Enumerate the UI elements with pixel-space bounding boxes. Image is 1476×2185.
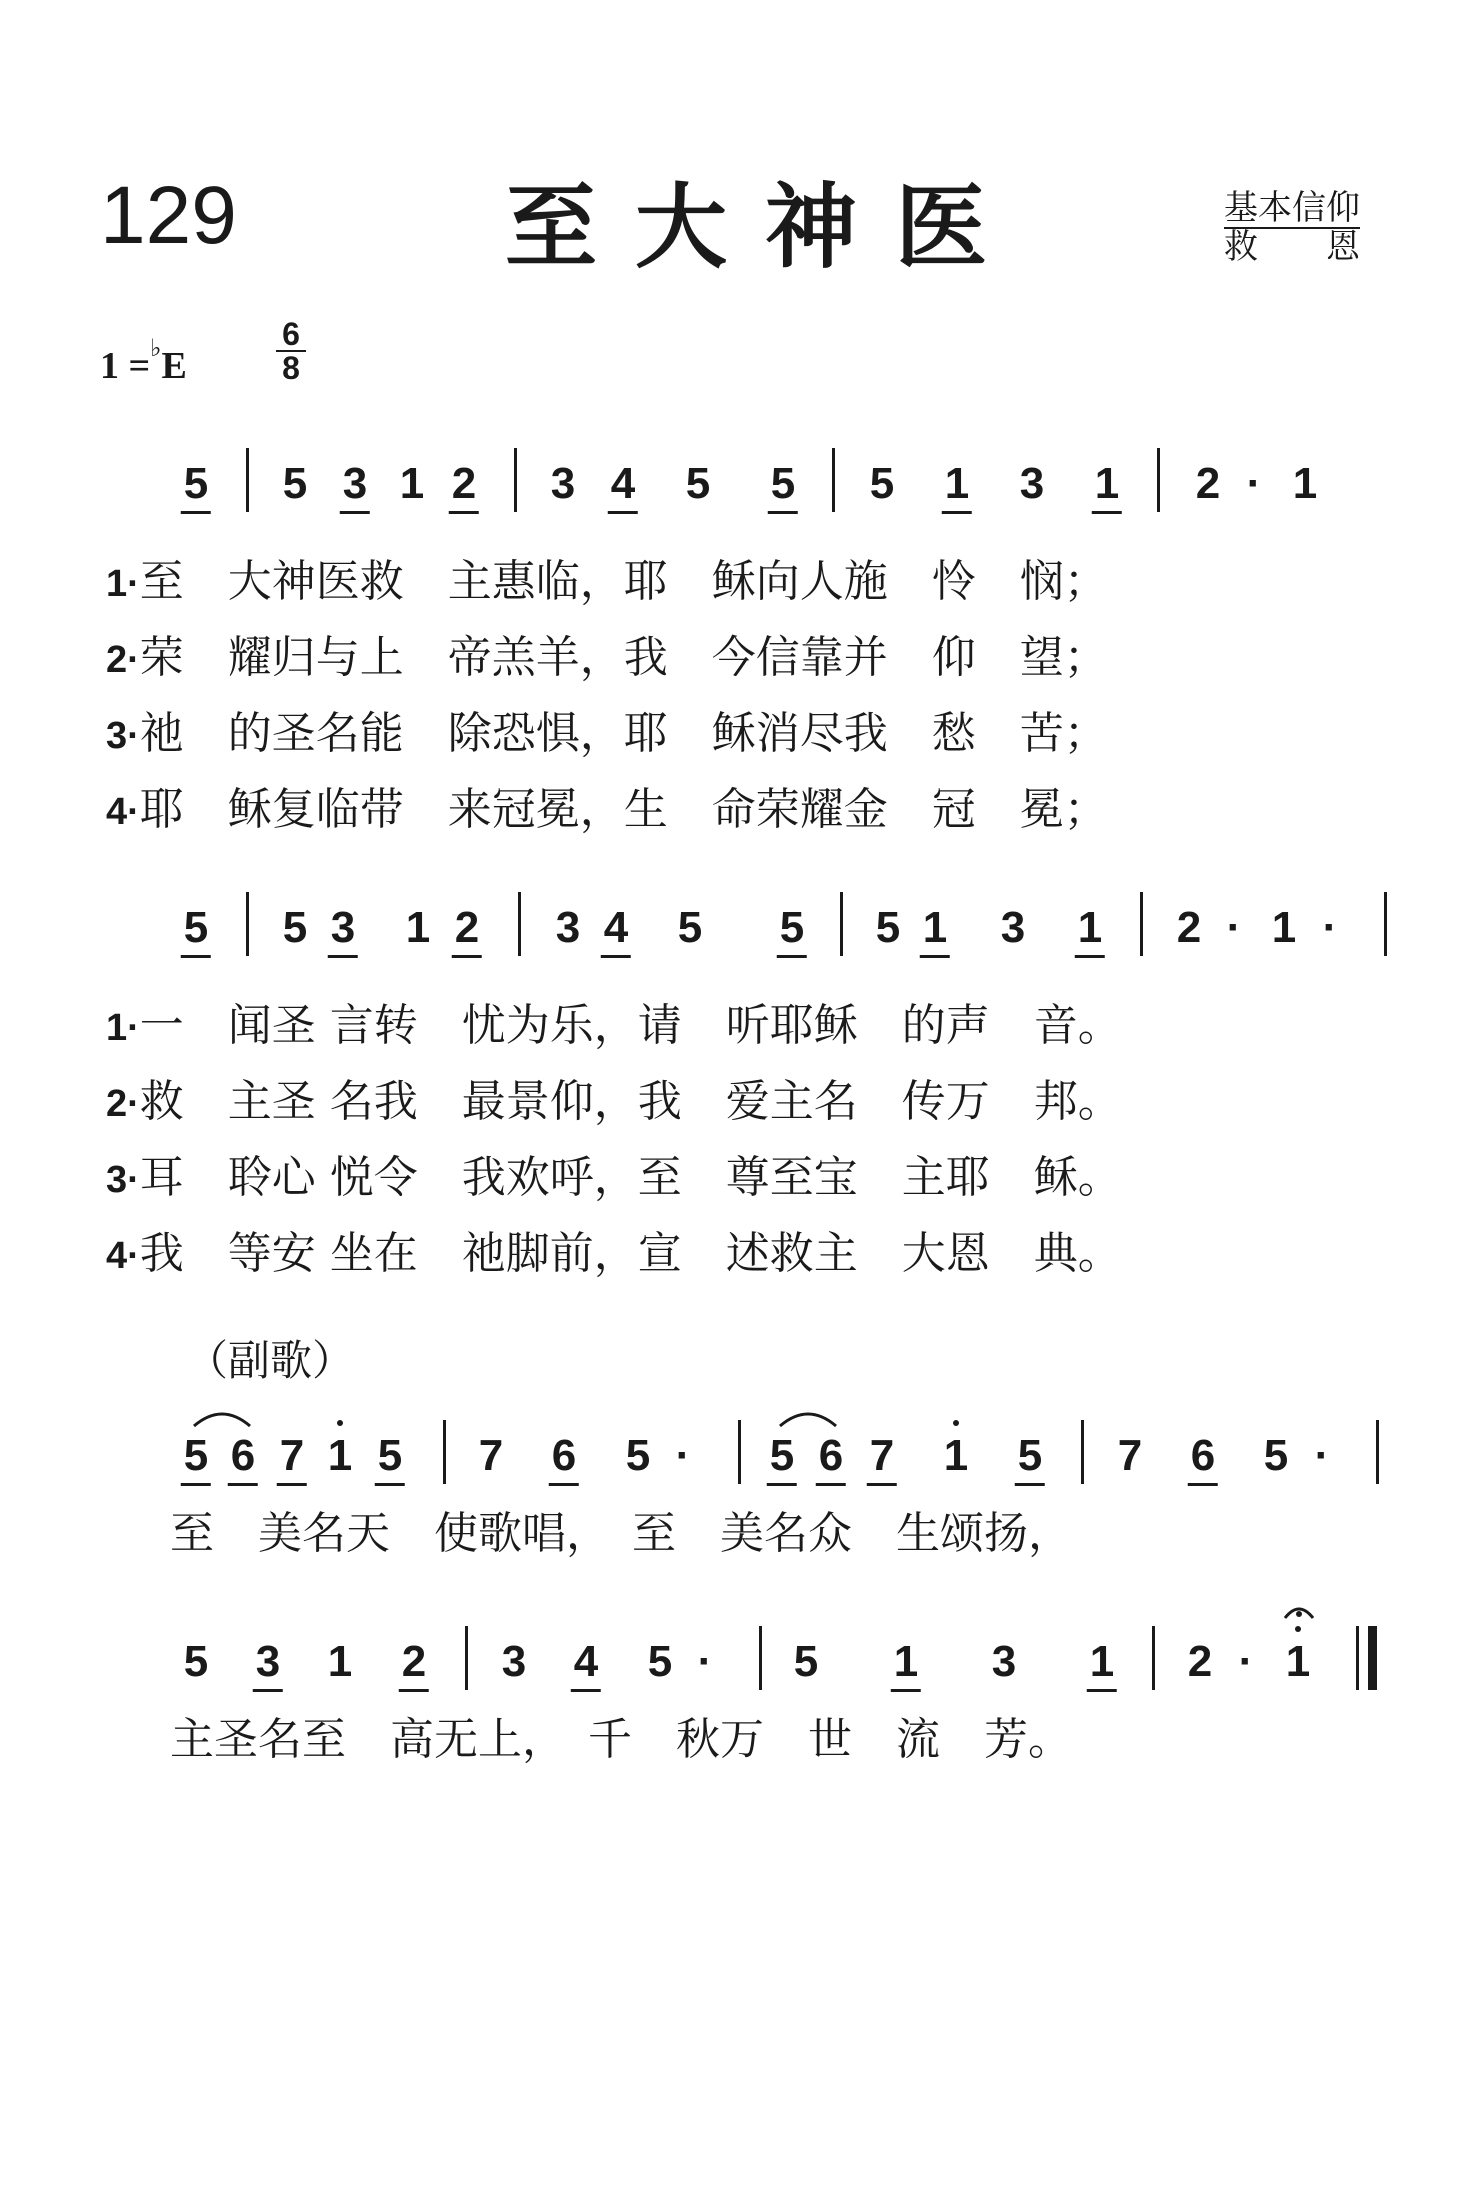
lyrics-line	[106, 632, 1108, 683]
barline	[465, 1626, 468, 1690]
note: 2	[454, 903, 480, 952]
slur-mark	[776, 1406, 840, 1430]
note: 5	[875, 903, 901, 952]
note: 2	[451, 459, 477, 508]
note: 5	[869, 459, 895, 508]
high-octave-dot	[953, 1420, 959, 1426]
barline	[1081, 1420, 1084, 1484]
note: 3	[550, 459, 576, 508]
verse-number: 4·	[106, 791, 140, 833]
dot: ·	[1246, 459, 1262, 508]
note: 3	[991, 1637, 1017, 1686]
note: 5	[282, 459, 308, 508]
note: 5	[1263, 1431, 1289, 1480]
chorus-lyrics-line: 主圣名至 高无上， 千 秋万 世 流 芳。	[170, 1714, 1072, 1765]
verse-number: 3·	[106, 1159, 140, 1201]
lyrics-line	[106, 1000, 1122, 1051]
time-signature-bottom: 8	[282, 350, 300, 386]
barline	[1157, 448, 1160, 512]
lyrics-line	[106, 556, 1108, 607]
note: 4	[573, 1637, 599, 1686]
dot: ·	[1238, 1637, 1254, 1686]
note: 1	[1077, 903, 1103, 952]
note: 4	[603, 903, 629, 952]
slur-mark	[190, 1406, 254, 1430]
lyrics-line	[106, 1228, 1122, 1279]
note: 6	[230, 1431, 256, 1480]
note: 7	[1117, 1431, 1143, 1480]
note: 3	[501, 1637, 527, 1686]
dot: ·	[675, 1431, 691, 1480]
category-primary: 基本信仰	[1224, 188, 1360, 228]
note: 1	[405, 903, 431, 952]
note: 3	[1000, 903, 1026, 952]
note: 1	[1292, 459, 1318, 508]
lyrics-text: 至 大神医救 主惠临，耶 稣向人施 怜 悯；	[139, 556, 1108, 607]
note: 3	[555, 903, 581, 952]
high-octave-dot	[337, 1420, 343, 1426]
lyrics-text: 祂 的圣名能 除恐惧，耶 稣消尽我 愁 苦；	[139, 708, 1108, 759]
note: 5	[377, 1431, 403, 1480]
note: 6	[551, 1431, 577, 1480]
lyrics-line	[106, 708, 1108, 759]
verse-number: 2·	[106, 639, 140, 681]
category-label	[1224, 190, 1360, 267]
note: 3	[342, 459, 368, 508]
lyrics-text: 荣 耀归与上 帝羔羊，我 今信靠并 仰 望；	[139, 632, 1108, 683]
note: 4	[610, 459, 636, 508]
time-signature-top: 6	[276, 318, 306, 352]
key-signature	[100, 334, 187, 388]
note: 5	[793, 1637, 819, 1686]
verse-number: 1·	[106, 563, 140, 605]
note: 5	[183, 1431, 209, 1480]
note: 3	[330, 903, 356, 952]
barline	[840, 892, 843, 956]
barline	[443, 1420, 446, 1484]
note: 1	[944, 459, 970, 508]
note: 3	[1019, 459, 1045, 508]
note: 1	[922, 903, 948, 952]
barline	[1384, 892, 1387, 956]
note: 5	[1017, 1431, 1043, 1480]
lyrics-line	[106, 784, 1108, 835]
note: 6	[1190, 1431, 1216, 1480]
chorus-lyrics-line: 至 美名天 使歌唱， 至 美名众 生颂扬，	[170, 1508, 1072, 1559]
note: 5	[769, 1431, 795, 1480]
dot: ·	[1314, 1431, 1330, 1480]
note: 2	[1187, 1637, 1213, 1686]
barline	[246, 892, 249, 956]
note: 1	[893, 1637, 919, 1686]
lyrics-line	[106, 1076, 1122, 1127]
note: 5	[677, 903, 703, 952]
barline	[518, 892, 521, 956]
category-secondary: 救 恩	[1224, 227, 1360, 268]
note: 3	[255, 1637, 281, 1686]
key-letter: E	[161, 345, 187, 387]
hymn-title: 至大神医	[505, 174, 1026, 281]
note: 5	[282, 903, 308, 952]
note: 5	[625, 1431, 651, 1480]
fermata-icon	[1282, 1600, 1316, 1622]
lyrics-text: 救 主圣 名我 最景仰，我 爱主名 传万 邦。	[139, 1076, 1122, 1127]
barline	[1140, 892, 1143, 956]
barline	[1376, 1420, 1379, 1484]
barline	[246, 448, 249, 512]
note: 5	[779, 903, 805, 952]
note: 6	[818, 1431, 844, 1480]
barline	[514, 448, 517, 512]
note: 5	[770, 459, 796, 508]
note: 5	[183, 1637, 209, 1686]
note: 5	[183, 903, 209, 952]
dot: ·	[697, 1637, 713, 1686]
lyrics-text: 耳 聆心 悦令 我欢呼，至 尊至宝 主耶 稣。	[139, 1152, 1122, 1203]
verse-number: 2·	[106, 1083, 140, 1125]
lyrics-line	[106, 1152, 1122, 1203]
key-prefix: 1 =	[100, 345, 151, 387]
note: 5	[183, 459, 209, 508]
note: 1	[1271, 903, 1297, 952]
note-high: 1	[327, 1431, 353, 1480]
lyrics-text: 耶 稣复临带 来冠冕，生 命荣耀金 冠 冕；	[139, 784, 1108, 835]
barline	[1152, 1626, 1155, 1690]
verse-number: 3·	[106, 715, 140, 757]
note: 2	[401, 1637, 427, 1686]
note: 1	[1094, 459, 1120, 508]
barline	[832, 448, 835, 512]
lyrics-text: 一 闻圣 言转 忧为乐，请 听耶稣 的声 音。	[139, 1000, 1122, 1051]
verse-number: 1·	[106, 1007, 140, 1049]
note: 7	[478, 1431, 504, 1480]
barline	[759, 1626, 762, 1690]
note: 5	[647, 1637, 673, 1686]
verse-number: 4·	[106, 1235, 140, 1277]
note-high: 1	[1285, 1637, 1311, 1686]
time-signature	[276, 318, 306, 384]
lyrics-text: 我 等安 坐在 祂脚前，宣 述救主 大恩 典。	[139, 1228, 1122, 1279]
note: 2	[1195, 459, 1221, 508]
barline	[738, 1420, 741, 1484]
flat-icon: ♭	[150, 336, 162, 362]
note-high: 1	[943, 1431, 969, 1480]
note: 1	[399, 459, 425, 508]
chorus-label: （副歌）	[186, 1336, 355, 1385]
final-barline-thin	[1356, 1626, 1359, 1690]
high-octave-dot	[1295, 1626, 1301, 1632]
hymn-number: 129	[100, 170, 237, 261]
dot: ·	[1322, 903, 1338, 952]
final-barline-thick	[1368, 1626, 1377, 1690]
note: 2	[1176, 903, 1202, 952]
note: 7	[279, 1431, 305, 1480]
note: 5	[685, 459, 711, 508]
note: 1	[327, 1637, 353, 1686]
dot: ·	[1226, 903, 1242, 952]
note: 7	[869, 1431, 895, 1480]
note: 1	[1089, 1637, 1115, 1686]
